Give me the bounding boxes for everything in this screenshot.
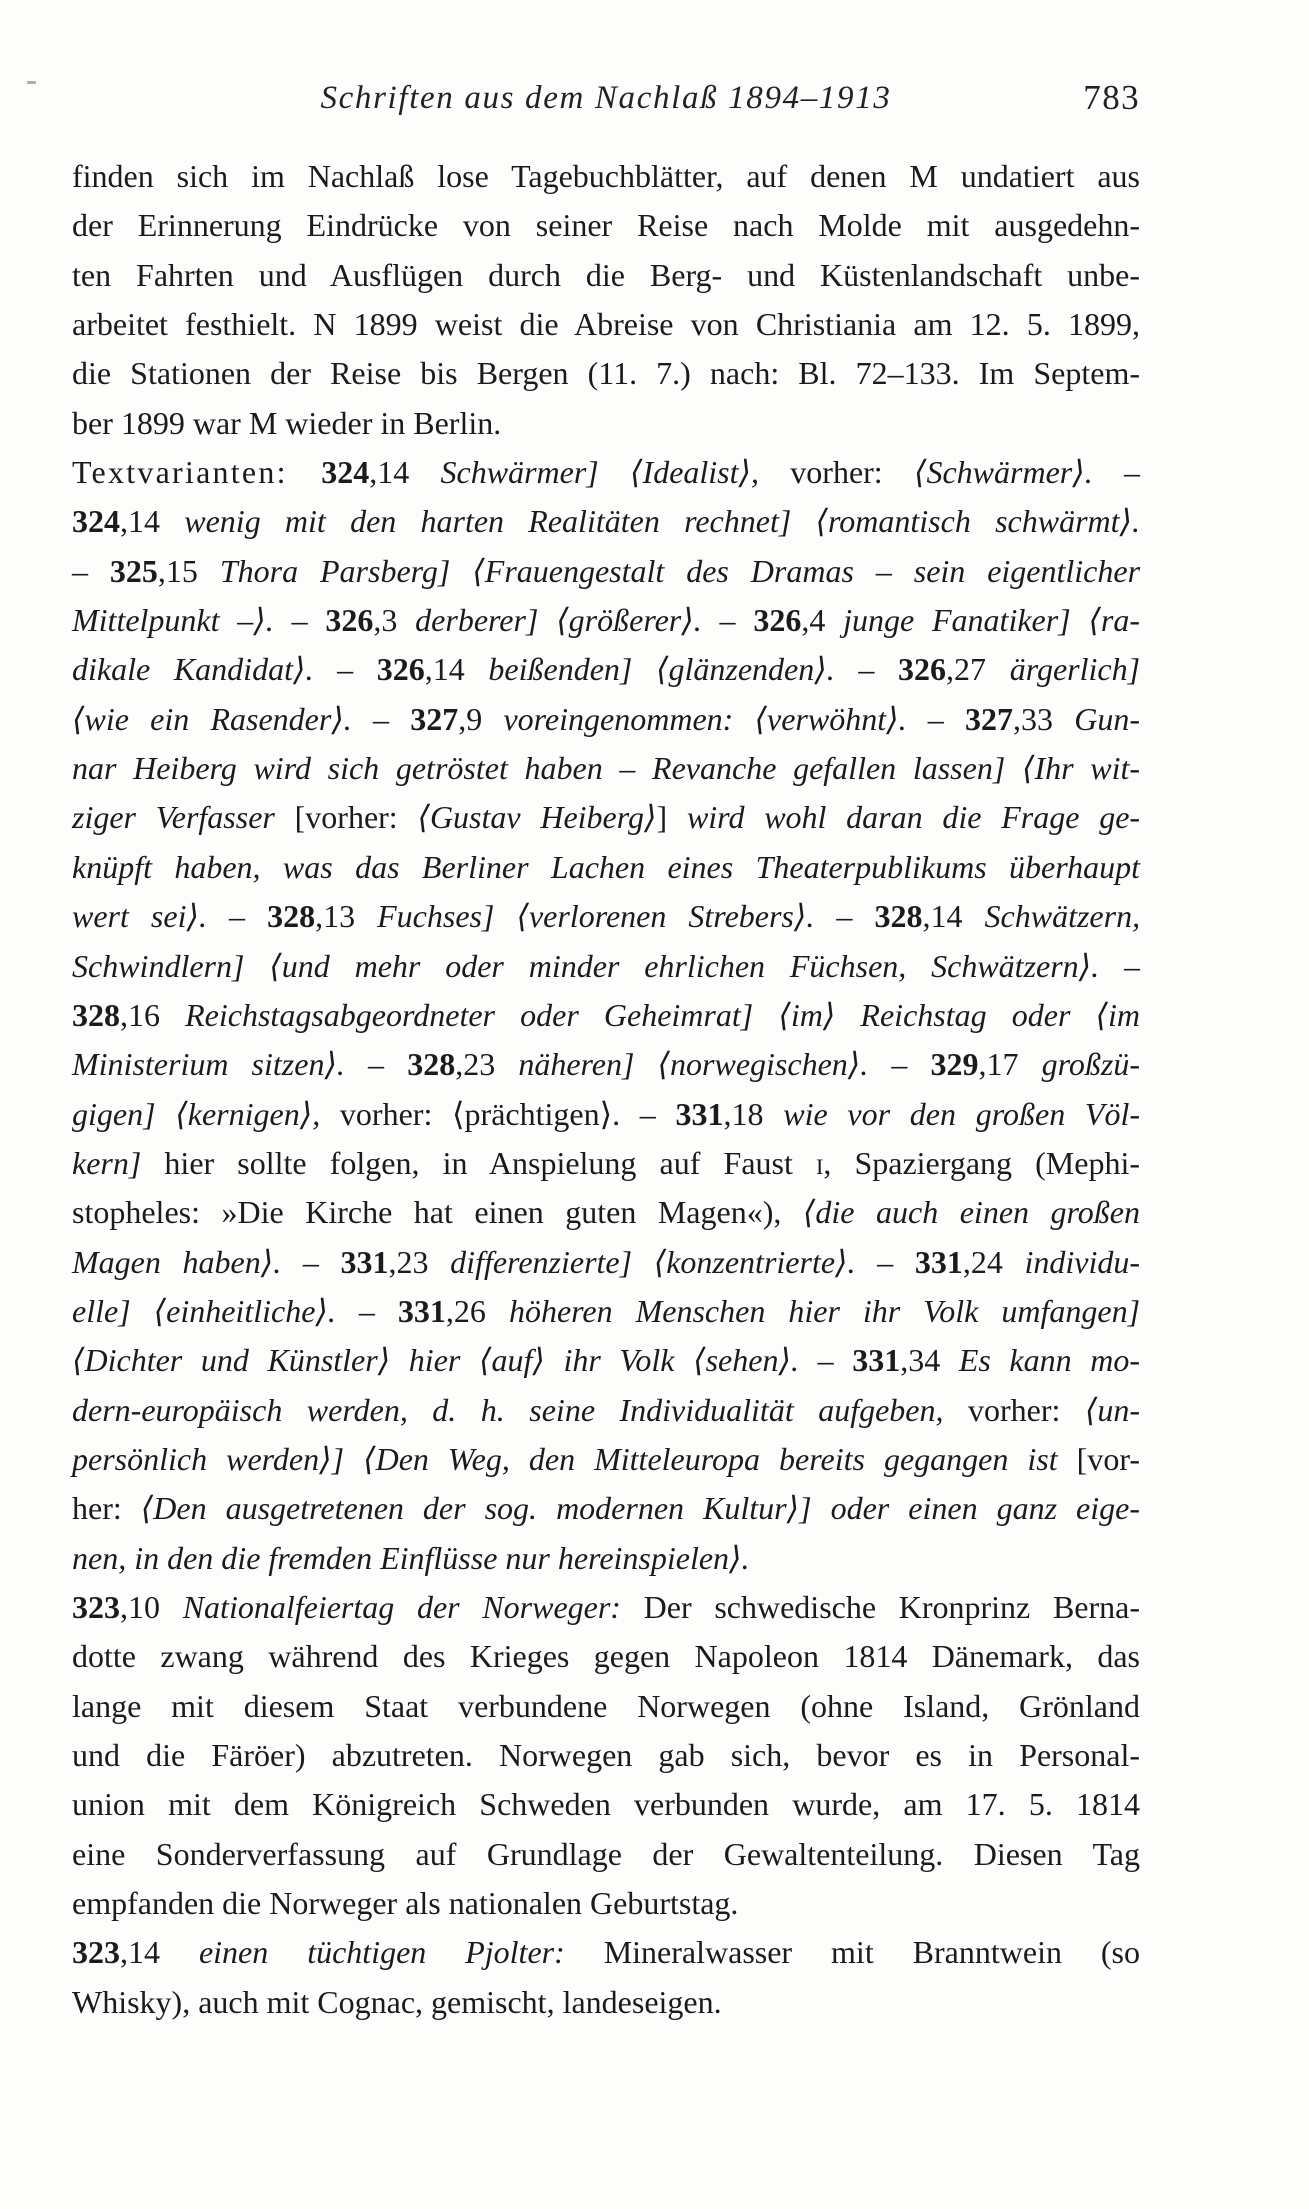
text-line: [72, 1139, 1140, 1188]
text-run: elle] ⟨einheitliche⟩.: [72, 1292, 336, 1329]
text-run: –: [701, 602, 754, 639]
paragraph: [72, 1583, 1140, 1928]
text-run: ,13: [315, 898, 378, 935]
text-run: dikale Kandidat⟩.: [72, 651, 314, 688]
text-run: individu-: [1024, 1243, 1141, 1280]
text-run: nen, in den die fremden Einflüsse nur hereinspielen⟩.: [72, 1539, 750, 1576]
text-run: –: [335, 1292, 398, 1329]
text-run: wert sei⟩.: [72, 898, 207, 935]
text-run: und die Färöer) abzutreten. Norwegen gab sich, bevor es in Personal-: [72, 1737, 1140, 1773]
text-line: [72, 695, 1140, 744]
text-run: 326: [325, 602, 374, 639]
text-run: Schwindlern] ⟨und mehr oder minder ehrlichen Füchsen, Schwätzern⟩.: [72, 947, 1100, 984]
text-run: näheren] ⟨norwegischen⟩.: [518, 1046, 869, 1083]
text-line: [72, 349, 1140, 398]
text-run: Schwätzern,: [984, 898, 1141, 935]
text-run: Reichstagsabgeordneter oder Geheimrat] ⟨im⟩ Reichstag oder ⟨im: [185, 996, 1140, 1033]
text-run: ⟨Idealist⟩,: [630, 454, 759, 491]
text-line: [72, 1780, 1140, 1829]
text-line: [72, 991, 1140, 1040]
text-run: ,34: [900, 1342, 959, 1379]
text-run: Es kann mo-: [958, 1342, 1141, 1379]
text-run: 331: [914, 1243, 963, 1280]
text-run: ,27: [946, 651, 1010, 688]
text-run: dotte zwang während des Krieges gegen Napoleon 1814 Dänemark, das: [72, 1638, 1140, 1675]
text-run: ,23: [455, 1046, 519, 1083]
text-run: Der schwedische Kronprinz Berna-: [620, 1588, 1141, 1625]
text-run: 326: [898, 651, 947, 688]
paragraph: [72, 1928, 1140, 2027]
text-run: ,33: [1013, 700, 1075, 737]
text-run: ber 1899 war M wieder in Berlin.: [72, 404, 502, 441]
text-run: –: [313, 651, 377, 688]
text-run: nar Heiberg wird sich getröstet haben – Revanche gefallen lassen] ⟨Ihr wit-: [72, 750, 1140, 787]
text-run: lange mit diesem Staat verbundene Norwegen (ohne Island, Grönland: [72, 1687, 1140, 1724]
text-run: ,4: [801, 602, 844, 639]
text-line: [72, 1386, 1140, 1435]
text-run: vorher:: [759, 454, 914, 491]
text-run: knüpft haben, was das Berliner Lachen eines Theaterpublikums überhaupt: [72, 848, 1140, 885]
text-run: –: [798, 1342, 853, 1379]
text-run: wird wohl daran die Frage ge-: [686, 799, 1141, 836]
text-line: [72, 942, 1140, 991]
text-run: ,14: [424, 651, 489, 688]
text-run: eine Sonderverfassung auf Grundlage der Gewaltenteilung. Diesen Tag: [72, 1835, 1140, 1872]
text-run: empfanden die Norweger als nationalen Geburtstag.: [72, 1885, 739, 1922]
text-run: großzü-: [1041, 1046, 1141, 1083]
text-run: 331: [397, 1292, 446, 1329]
text-line: [72, 1682, 1140, 1731]
text-run: 327: [965, 700, 1014, 737]
text-line: [72, 1879, 1140, 1928]
text-line: [72, 1928, 1140, 1977]
text-run: 323: [72, 1934, 120, 1971]
text-run: einen tüchtigen Pjolter:: [198, 1934, 565, 1971]
text-run: die Stationen der Reise bis Bergen (11. 7.) nach: Bl. 72–133. Im Septem-: [72, 355, 1140, 392]
text-line: [72, 1238, 1140, 1287]
text-line: [72, 1830, 1140, 1879]
text-run: ziger Verfasser: [72, 799, 295, 836]
text-line: [72, 892, 1140, 941]
text-block: [72, 152, 1140, 2027]
text-run: Textvarianten:: [72, 454, 322, 491]
text-run: Thora Parsberg] ⟨Frauengestalt des Dramas – sein eigentlicher: [219, 552, 1141, 589]
text-run: Schwärmer]: [440, 454, 599, 491]
text-run: 328: [267, 898, 316, 935]
text-run: –: [72, 552, 110, 589]
text-run: ,17: [978, 1046, 1042, 1083]
text-run: 327: [410, 700, 459, 737]
text-line: [72, 843, 1140, 892]
text-run: Mineralwasser mit Branntwein (so: [564, 1934, 1141, 1971]
text-line: [72, 596, 1140, 645]
text-run: ,14: [369, 454, 441, 491]
text-run: 331: [675, 1095, 724, 1132]
text-run: derberer] ⟨größerer⟩.: [415, 602, 702, 639]
text-run: ,23: [388, 1243, 451, 1280]
text-run: persönlich werden⟩] ⟨Den Weg, den Mitteleuropa bereits gegangen ist: [72, 1440, 1077, 1477]
text-run: –: [1099, 947, 1141, 984]
text-line: [72, 1188, 1140, 1237]
text-run: wie vor den großen Völ-: [783, 1095, 1141, 1132]
text-run: ,14: [120, 1934, 199, 1971]
text-run: 331: [340, 1243, 389, 1280]
text-run: i: [816, 1144, 824, 1181]
text-run: ⟨Den ausgetretenen der sog. modernen Kultur⟩] oder einen ganz eige-: [140, 1490, 1141, 1527]
text-run: hier sollte folgen, in Anspielung auf Faust: [141, 1144, 816, 1181]
text-run: vorher: ⟨prächtigen⟩. –: [320, 1095, 676, 1132]
text-run: [599, 454, 630, 490]
text-run: Gun-: [1074, 700, 1140, 737]
text-run: junge Fanatiker] ⟨ra-: [843, 602, 1141, 639]
text-run: ⟨Dichter und Künstler⟩ hier ⟨auf⟩ ihr Volk ⟨sehen⟩.: [72, 1342, 799, 1379]
text-run: –: [906, 700, 966, 737]
text-line: [72, 1287, 1140, 1336]
page-header: [72, 72, 1140, 124]
text-line: [72, 152, 1140, 201]
text-run: voreingenommen: ⟨verwöhnt⟩.: [503, 700, 907, 737]
text-run: –: [206, 898, 268, 935]
text-run: ⟨Gustav Heiberg⟩: [417, 799, 657, 836]
paragraph: [72, 448, 1140, 1583]
text-line: [72, 1583, 1140, 1632]
text-line: [72, 201, 1140, 250]
text-run: –: [1092, 454, 1141, 491]
text-line: [72, 1534, 1140, 1583]
text-run: 328: [407, 1046, 456, 1083]
text-run: beißenden] ⟨glänzenden⟩.: [488, 651, 835, 688]
text-run: ]: [656, 799, 687, 836]
text-line: [72, 645, 1140, 694]
text-run: –: [855, 1243, 915, 1280]
text-run: vorher:: [943, 1391, 1085, 1428]
text-run: 329: [930, 1046, 979, 1083]
text-run: arbeitet festhielt. N 1899 weist die Abreise von Christiania am 12. 5. 1899,: [72, 306, 1140, 343]
text-run: stopheles: »Die Kirche hat einen guten Magen«),: [72, 1194, 803, 1231]
text-line: [72, 1484, 1140, 1533]
text-run: ⟨un-: [1084, 1391, 1141, 1428]
text-run: ,16: [120, 996, 186, 1033]
text-run: dern-europäisch werden, d. h. seine Individualität aufgeben,: [72, 1391, 944, 1428]
text-run: –: [273, 602, 326, 639]
text-run: 326: [753, 602, 802, 639]
text-line: [72, 1336, 1140, 1385]
text-run: 328: [874, 898, 923, 935]
scan-artifact: [27, 81, 36, 84]
text-run: 323: [72, 1588, 120, 1625]
text-run: [vor-: [1076, 1440, 1140, 1477]
text-run: ,10: [120, 1588, 183, 1625]
text-run: Whisky), auch mit Cognac, gemischt, landeseigen.: [72, 1983, 722, 2020]
text-run: ,14: [922, 898, 985, 935]
text-run: ,9: [458, 700, 504, 737]
text-run: , Spaziergang (Mephi-: [823, 1144, 1141, 1181]
text-line: [72, 448, 1140, 497]
text-line: [72, 1435, 1140, 1484]
text-line: [72, 399, 1140, 448]
text-line: [72, 1090, 1140, 1139]
text-run: 324: [72, 503, 120, 540]
text-run: Mittelpunkt –⟩.: [72, 602, 274, 639]
text-run: der Erinnerung Eindrücke von seiner Reise nach Molde mit ausgedehn-: [72, 207, 1140, 244]
text-line: [72, 1731, 1140, 1780]
text-run: ⟨die auch einen großen: [802, 1194, 1141, 1231]
text-line: [72, 1632, 1140, 1681]
text-run: Magen haben⟩.: [72, 1243, 282, 1280]
text-run: ,3: [373, 602, 416, 639]
text-run: –: [281, 1243, 341, 1280]
text-run: ,15: [157, 552, 220, 589]
text-line: [72, 547, 1140, 596]
text-run: 328: [72, 996, 120, 1033]
paragraph: [72, 152, 1140, 448]
text-run: ,26: [445, 1292, 509, 1329]
text-run: –: [344, 1046, 408, 1083]
text-run: Nationalfeiertag der Norweger:: [182, 1588, 621, 1625]
text-run: kern]: [72, 1144, 142, 1181]
text-run: wenig mit den harten Realitäten rechnet] ⟨romantisch schwärmt⟩.: [184, 503, 1141, 540]
text-run: ärgerlich]: [1009, 651, 1141, 688]
text-run: –: [834, 651, 899, 688]
text-run: differenzierte] ⟨konzentrierte⟩.: [450, 1243, 856, 1280]
text-run: –: [814, 898, 875, 935]
text-line: [72, 300, 1140, 349]
text-run: 331: [852, 1342, 901, 1379]
text-run: 324: [321, 454, 370, 491]
text-run: ,18: [723, 1095, 784, 1132]
text-run: 325: [109, 552, 158, 589]
text-line: [72, 744, 1140, 793]
text-run: ten Fahrten und Ausflügen durch die Berg- und Küstenlandschaft unbe-: [72, 256, 1140, 293]
text-line: [72, 251, 1140, 300]
text-run: finden sich im Nachlaß lose Tagebuchblätter, auf denen M undatiert aus: [72, 158, 1140, 194]
text-run: gigen] ⟨kernigen⟩,: [72, 1095, 321, 1132]
text-run: ⟨Schwärmer⟩.: [913, 454, 1093, 491]
text-run: [vorher:: [294, 799, 418, 836]
text-run: Fuchses] ⟨verlorenen Strebers⟩.: [377, 898, 815, 935]
text-run: union mit dem Königreich Schweden verbunden wurde, am 17. 5. 1814: [72, 1786, 1140, 1823]
text-run: her:: [72, 1490, 141, 1527]
text-run: ⟨wie ein Rasender⟩.: [72, 700, 352, 737]
text-run: –: [351, 700, 411, 737]
text-run: höheren Menschen hier ihr Volk umfangen]: [508, 1292, 1141, 1329]
text-run: Ministerium sitzen⟩.: [72, 1046, 345, 1083]
running-title: Schriften aus dem Nachlaß 1894–1913: [320, 80, 892, 116]
text-line: [72, 1978, 1140, 2027]
text-run: ,14: [120, 503, 185, 540]
page-number: 783: [1083, 78, 1140, 117]
text-run: –: [868, 1046, 931, 1083]
text-line: [72, 1040, 1140, 1089]
text-run: 326: [376, 651, 425, 688]
text-run: ,24: [962, 1243, 1025, 1280]
text-line: [72, 793, 1140, 842]
text-line: [72, 497, 1140, 546]
